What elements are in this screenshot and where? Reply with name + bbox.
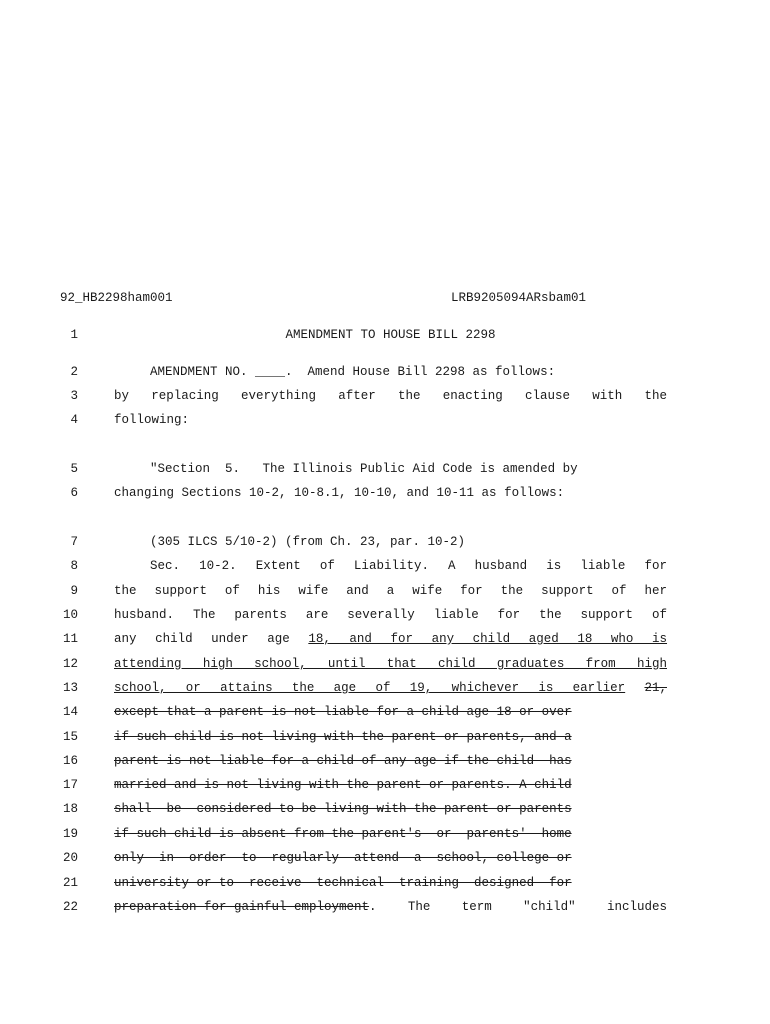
inserted-text: attending high school, until that child graduates from high [114,657,667,671]
line-text [114,608,667,622]
document-line [0,778,770,796]
line-number: 16 [62,754,78,768]
deleted-text: married-and-is-not-living-with-the-parent-or-parents.-A-child [114,778,572,792]
document-line [0,900,770,918]
document-line [0,365,770,383]
line-text [114,389,667,403]
line-text [114,462,667,476]
line-number: 19 [62,827,78,841]
document-line [0,827,770,845]
document-line [0,608,770,626]
line-text [114,681,667,695]
text-segment: AMENDMENT TO HOUSE BILL 2298 [285,328,496,342]
text-segment [625,681,644,695]
document-line [0,876,770,894]
line-number: 14 [62,705,78,719]
line-text [114,413,667,427]
line-text [114,632,667,646]
document-line [0,681,770,699]
deleted-text: if-such-child-is-absent-from-the-parent's--or--parents'--home [114,827,572,841]
deleted-text: except-that-a-parent-is-not-liable-for-a-child-age-18-or-over [114,705,572,719]
deleted-text: preparation-for-gainful-employment [114,900,370,914]
deleted-text: shall--be--considered-to-be-living-with-the-parent-or-parents [114,802,572,816]
deleted-text: 21, [644,681,667,695]
line-text [114,328,667,342]
text-segment: husband. The parents are severally liable for the support of [114,608,667,622]
document-line [0,584,770,602]
line-number: 4 [70,413,78,427]
line-text [114,559,667,573]
document-line [0,657,770,675]
document-line [0,851,770,869]
line-number: 20 [62,851,78,865]
line-number: 2 [70,365,78,379]
line-text [114,365,667,379]
line-text [114,486,667,500]
inserted-text: 18, and for any child aged 18 who is [308,632,668,646]
document-line [0,559,770,577]
text-segment: the support of his wife and a wife for the support of her [114,584,667,598]
line-text [114,730,667,744]
deleted-text: if-such-child-is-not-living-with-the-parent-or-parents,-and-a [114,730,572,744]
document-line [0,535,770,553]
document-line [0,802,770,820]
document-line [0,413,770,431]
document-line [0,486,770,504]
deleted-text: only--in--order--to--regularly--attend--a--school,-college-or [114,851,572,865]
line-number: 12 [62,657,78,671]
text-segment: . The term "child" includes [369,900,667,914]
text-segment: any child under age [114,632,309,646]
line-number: 7 [70,535,78,549]
line-number: 8 [70,559,78,573]
document-line [0,328,770,346]
deleted-text: university-or-to--receive--technical--training--designed--for [114,876,572,890]
text-segment: (305 ILCS 5/10-2) (from Ch. 23, par. 10-2) [150,535,466,549]
line-text [114,657,667,671]
document-id-right: LRB9205094ARsbam01 [451,291,587,305]
line-number: 6 [70,486,78,500]
line-number: 21 [62,876,78,890]
line-text [114,754,667,768]
deleted-text: parent-is-not-liable-for-a-child-of-any-age-if-the-child--has [114,754,572,768]
text-segment: Sec. 10-2. Extent of Liability. A husband is liable for [150,559,667,573]
line-number: 11 [62,632,78,646]
document-line [0,754,770,772]
line-number: 10 [62,608,78,622]
line-number: 3 [70,389,78,403]
document-line [0,389,770,407]
line-text [114,802,667,816]
line-number: 13 [62,681,78,695]
line-text [114,535,667,549]
line-number: 9 [70,584,78,598]
line-text [114,900,667,914]
line-number: 1 [70,328,78,342]
line-text [114,876,667,890]
line-number: 22 [62,900,78,914]
inserted-text: school, or attains the age of 19, whichever is earlier [114,681,626,695]
line-text [114,705,667,719]
text-segment: following: [114,413,190,427]
document-line [0,705,770,723]
document-line [0,730,770,748]
line-number: 18 [62,802,78,816]
line-number: 5 [70,462,78,476]
text-segment: changing Sections 10-2, 10-8.1, 10-10, and 10-11 as follows: [114,486,565,500]
document-line [0,632,770,650]
text-segment: "Section 5. The Illinois Public Aid Code is amended by [150,462,578,476]
document-line [0,462,770,480]
text-segment: by replacing everything after the enacting clause with the [114,389,667,403]
line-text [114,851,667,865]
line-text [114,584,667,598]
text-segment: AMENDMENT NO. ____. Amend House Bill 2298 as follows: [150,365,556,379]
document-id-left: 92_HB2298ham001 [60,291,173,305]
line-text [114,778,667,792]
line-text [114,827,667,841]
line-number: 17 [62,778,78,792]
line-number: 15 [62,730,78,744]
